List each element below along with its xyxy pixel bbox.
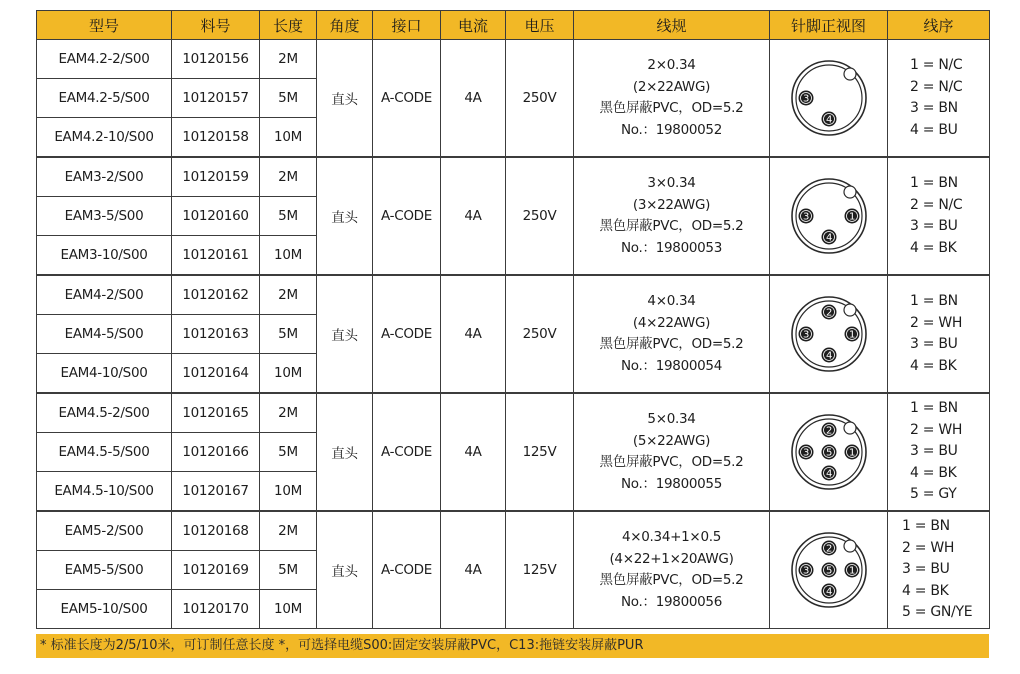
cable-line: No.：19800055	[620, 475, 723, 492]
length-cell: 2M	[260, 511, 317, 551]
angle-cell: 直头	[317, 275, 373, 393]
wiring-line: 2 = N/C	[910, 78, 963, 95]
length-cell: 5M	[260, 551, 317, 590]
pin-view-cell	[770, 40, 888, 158]
wiring-line: 2 = WH	[902, 539, 955, 556]
cable-line: 黑色屏蔽PVC，OD=5.2	[599, 336, 744, 352]
wiring-line: 3 = BU	[910, 336, 958, 352]
length-cell: 10M	[260, 354, 317, 394]
part-number-cell: 10120163	[172, 315, 260, 354]
part-number-cell: 10120161	[172, 236, 260, 276]
header-interface: 接口	[373, 11, 441, 40]
pin-view-cell	[770, 275, 888, 393]
cable-gauge-cell	[574, 511, 770, 629]
header-cable-gauge: 线规	[574, 11, 770, 40]
wiring-line: 1 = BN	[910, 400, 958, 417]
wiring-line: 4 = BK	[902, 582, 949, 599]
model-cell: EAM5-10/S00	[37, 590, 172, 629]
length-cell: 5M	[260, 197, 317, 236]
pin-3	[798, 91, 813, 106]
table-row	[37, 511, 990, 551]
current-cell: 4A	[441, 393, 506, 511]
cable-line: (5×22AWG)	[632, 432, 711, 449]
svg-text:4: 4	[825, 468, 832, 480]
table-row	[37, 275, 990, 315]
cable-line: No.：19800054	[620, 357, 723, 374]
cable-line: (3×22AWG)	[632, 196, 711, 213]
part-number-cell: 10120156	[172, 40, 260, 79]
wiring-line: 3 = BN	[910, 100, 958, 116]
header-current: 电流	[441, 11, 506, 40]
part-number-cell: 10120162	[172, 275, 260, 315]
interface-cell: A-CODE	[373, 511, 441, 629]
angle-cell: 直头	[317, 157, 373, 275]
length-cell: 5M	[260, 315, 317, 354]
wiring-line: 3 = BU	[910, 443, 958, 460]
model-cell: EAM4-5/S00	[37, 315, 172, 354]
cable-line: 5×0.34	[647, 411, 696, 427]
model-cell: EAM3-10/S00	[37, 236, 172, 276]
cable-line: (4×22AWG)	[632, 314, 711, 331]
cable-line: 4×0.34+1×0.5	[621, 529, 722, 545]
model-cell: EAM4-2/S00	[37, 275, 172, 315]
pin-face-icon	[789, 176, 869, 256]
length-cell: 10M	[260, 236, 317, 276]
wiring-line: 5 = GY	[910, 486, 957, 503]
pin-3	[798, 209, 813, 224]
voltage-cell: 125V	[506, 393, 574, 511]
pin-4	[821, 466, 836, 481]
product-spec-table	[36, 10, 990, 629]
svg-text:4: 4	[825, 586, 832, 598]
coding-key-icon	[844, 540, 856, 552]
length-cell: 2M	[260, 157, 317, 197]
model-cell: EAM4-10/S00	[37, 354, 172, 394]
model-cell: EAM5-2/S00	[37, 511, 172, 551]
length-cell: 2M	[260, 40, 317, 79]
length-cell: 10M	[260, 118, 317, 158]
current-cell: 4A	[441, 275, 506, 393]
pin-view-cell	[770, 157, 888, 275]
part-number-cell: 10120168	[172, 511, 260, 551]
pin-2	[821, 305, 836, 320]
svg-text:3: 3	[802, 93, 809, 105]
svg-text:2: 2	[825, 543, 832, 555]
pin-1	[844, 327, 859, 342]
model-cell: EAM5-5/S00	[37, 551, 172, 590]
cable-line: (2×22AWG)	[632, 78, 711, 95]
svg-text:5: 5	[825, 565, 832, 577]
wiring-line: 1 = N/C	[910, 57, 963, 73]
pin-3	[798, 563, 813, 578]
cable-line: 黑色屏蔽PVC，OD=5.2	[599, 572, 744, 588]
header-model: 型号	[37, 11, 172, 40]
pin-5	[821, 563, 836, 578]
header-length: 长度	[260, 11, 317, 40]
pin-1	[844, 563, 859, 578]
pin-face-icon	[789, 58, 869, 138]
svg-text:1: 1	[848, 211, 855, 223]
cable-line: (4×22+1×20AWG)	[609, 550, 734, 567]
pin-1	[844, 445, 859, 460]
interface-cell: A-CODE	[373, 157, 441, 275]
table-row	[37, 157, 990, 197]
pin-face-icon	[789, 294, 869, 374]
pin-face-icon	[789, 530, 869, 610]
svg-text:4: 4	[825, 232, 832, 244]
length-cell: 10M	[260, 590, 317, 629]
wiring-cell	[888, 275, 990, 393]
voltage-cell: 250V	[506, 157, 574, 275]
cable-line: 黑色屏蔽PVC，OD=5.2	[599, 454, 744, 470]
pin-5	[821, 445, 836, 460]
cable-line: 2×0.34	[647, 57, 696, 73]
voltage-cell: 125V	[506, 511, 574, 629]
voltage-cell: 250V	[506, 275, 574, 393]
wiring-line: 4 = BK	[910, 239, 957, 256]
svg-text:2: 2	[825, 425, 832, 437]
wiring-line: 2 = WH	[910, 421, 963, 438]
voltage-cell: 250V	[506, 40, 574, 158]
wiring-line: 4 = BK	[910, 464, 957, 481]
pin-4	[821, 230, 836, 245]
length-cell: 5M	[260, 79, 317, 118]
model-cell: EAM4.5-10/S00	[37, 472, 172, 512]
angle-cell: 直头	[317, 511, 373, 629]
cable-line: No.：19800052	[620, 121, 723, 138]
model-cell: EAM3-5/S00	[37, 197, 172, 236]
svg-text:3: 3	[802, 447, 809, 459]
pin-4	[821, 584, 836, 599]
model-cell: EAM4.5-2/S00	[37, 393, 172, 433]
svg-text:3: 3	[802, 211, 809, 223]
svg-text:3: 3	[802, 329, 809, 341]
pin-face-icon	[789, 412, 869, 492]
cable-line: 3×0.34	[647, 175, 696, 191]
part-number-cell: 10120158	[172, 118, 260, 158]
table-row	[37, 40, 990, 79]
part-number-cell: 10120160	[172, 197, 260, 236]
length-cell: 2M	[260, 393, 317, 433]
coding-key-icon	[844, 186, 856, 198]
header-pin-view: 针脚正视图	[770, 11, 888, 40]
part-number-cell: 10120157	[172, 79, 260, 118]
cable-line: No.：19800053	[620, 239, 723, 256]
cable-gauge-cell	[574, 275, 770, 393]
wiring-cell	[888, 511, 990, 629]
part-number-cell: 10120167	[172, 472, 260, 512]
length-cell: 2M	[260, 275, 317, 315]
part-number-cell: 10120165	[172, 393, 260, 433]
pin-2	[821, 541, 836, 556]
cable-gauge-cell	[574, 40, 770, 158]
wiring-line: 4 = BU	[910, 121, 958, 138]
model-cell: EAM4.2-2/S00	[37, 40, 172, 79]
part-number-cell: 10120164	[172, 354, 260, 394]
angle-cell: 直头	[317, 40, 373, 158]
length-cell: 5M	[260, 433, 317, 472]
model-cell: EAM4.2-10/S00	[37, 118, 172, 158]
part-number-cell: 10120166	[172, 433, 260, 472]
interface-cell: A-CODE	[373, 275, 441, 393]
wiring-line: 5 = GN/YE	[902, 604, 973, 621]
header-part-number: 料号	[172, 11, 260, 40]
svg-text:5: 5	[825, 447, 832, 459]
pin-3	[798, 445, 813, 460]
model-cell: EAM4.2-5/S00	[37, 79, 172, 118]
cable-line: 黑色屏蔽PVC，OD=5.2	[599, 218, 744, 234]
interface-cell: A-CODE	[373, 40, 441, 158]
wiring-line: 3 = BU	[902, 561, 950, 578]
header-angle: 角度	[317, 11, 373, 40]
length-cell: 10M	[260, 472, 317, 512]
pin-2	[821, 423, 836, 438]
svg-text:4: 4	[825, 114, 832, 126]
wiring-cell	[888, 393, 990, 511]
wiring-line: 1 = BN	[902, 518, 950, 535]
svg-text:1: 1	[848, 565, 855, 577]
model-cell: EAM3-2/S00	[37, 157, 172, 197]
pin-view-cell	[770, 393, 888, 511]
current-cell: 4A	[441, 40, 506, 158]
wiring-line: 4 = BK	[910, 357, 957, 374]
wiring-line: 1 = BN	[910, 175, 958, 191]
svg-text:3: 3	[802, 565, 809, 577]
wiring-cell	[888, 157, 990, 275]
footnote: * 标准长度为2/5/10米，可订制任意长度 *，可选择电缆S00:固定安装屏蔽PVC，C13:拖链安装屏蔽PUR	[36, 634, 989, 658]
cable-gauge-cell	[574, 157, 770, 275]
svg-text:1: 1	[848, 447, 855, 459]
cable-gauge-cell	[574, 393, 770, 511]
pin-view-cell	[770, 511, 888, 629]
wiring-cell	[888, 40, 990, 158]
header-wiring: 线序	[888, 11, 990, 40]
table-header-row	[37, 11, 990, 40]
svg-text:1: 1	[848, 329, 855, 341]
header-voltage: 电压	[506, 11, 574, 40]
pin-1	[844, 209, 859, 224]
part-number-cell: 10120170	[172, 590, 260, 629]
cable-line: 4×0.34	[647, 293, 696, 309]
interface-cell: A-CODE	[373, 393, 441, 511]
cable-line: 黑色屏蔽PVC，OD=5.2	[599, 100, 744, 116]
angle-cell: 直头	[317, 393, 373, 511]
svg-text:2: 2	[825, 307, 832, 319]
svg-text:4: 4	[825, 350, 832, 362]
coding-key-icon	[844, 422, 856, 434]
wiring-line: 2 = N/C	[910, 196, 963, 213]
pin-4	[821, 112, 836, 127]
wiring-line: 3 = BU	[910, 218, 958, 234]
current-cell: 4A	[441, 511, 506, 629]
wiring-line: 2 = WH	[910, 314, 963, 331]
model-cell: EAM4.5-5/S00	[37, 433, 172, 472]
coding-key-icon	[844, 68, 856, 80]
table-row	[37, 393, 990, 433]
current-cell: 4A	[441, 157, 506, 275]
wiring-line: 1 = BN	[910, 293, 958, 309]
coding-key-icon	[844, 304, 856, 316]
part-number-cell: 10120159	[172, 157, 260, 197]
part-number-cell: 10120169	[172, 551, 260, 590]
pin-3	[798, 327, 813, 342]
cable-line: No.：19800056	[620, 593, 723, 610]
pin-4	[821, 348, 836, 363]
